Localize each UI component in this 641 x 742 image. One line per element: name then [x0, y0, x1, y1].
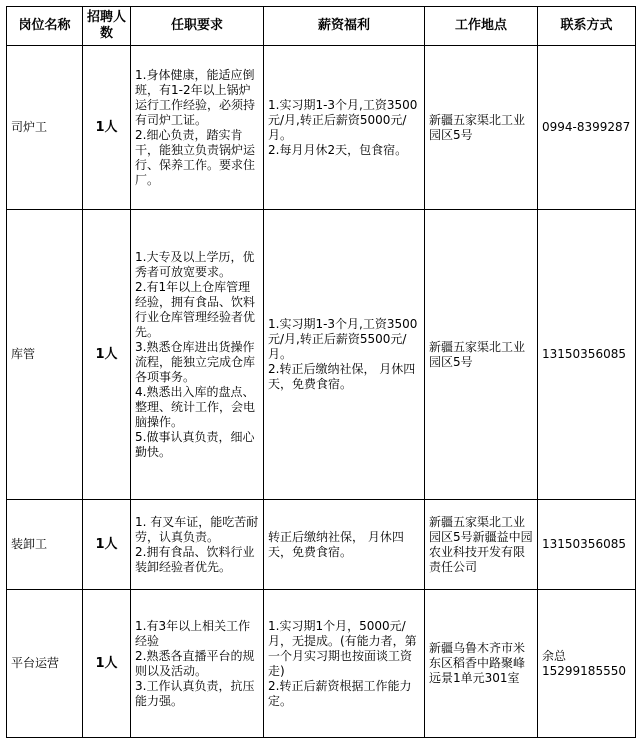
requirements-cell	[131, 590, 264, 738]
table-row	[7, 210, 636, 500]
requirement-line: 1. 有叉车证，能吃苦耐劳，认真负责。	[135, 514, 259, 544]
contact-cell: 13150356085	[538, 500, 636, 590]
header-post: 岗位名称	[7, 7, 83, 46]
location-cell: 新疆五家渠北工业园区5号新疆益中园农业科技开发有限责任公司	[425, 500, 538, 590]
header-contact: 联系方式	[538, 7, 636, 46]
requirement-line: 5.做事认真负责，细心勤快。	[135, 429, 255, 459]
table-row	[7, 590, 636, 738]
requirement-line: 1.有3年以上相关工作经验	[135, 618, 251, 648]
header-location: 工作地点	[425, 7, 538, 46]
post-cell: 司炉工	[7, 46, 83, 210]
salary-line: 2.每月月休2天，包食宿。	[268, 142, 408, 157]
salary-line: 2.转正后缴纳社保， 月休四天，免费食宿。	[268, 362, 416, 391]
salary-line: 1.实习期1-3个月,工资3500元/月,转正后薪资5000元/月。	[268, 97, 418, 142]
post-cell: 平台运营	[7, 590, 83, 738]
requirement-line: 2.细心负责，踏实肯干，能独立负责锅炉运行、保养工作。要求住厂。	[135, 127, 256, 187]
header-row	[7, 7, 636, 46]
requirement-line: 3.熟悉仓库进出货操作流程，能独立完成仓库各项事务。	[135, 339, 256, 384]
location-cell: 新疆乌鲁木齐市米东区稻香中路聚峰远景1单元301室	[425, 590, 538, 738]
table-body	[7, 46, 636, 738]
contact-cell: 13150356085	[538, 210, 636, 500]
table-row	[7, 46, 636, 210]
salary-cell	[264, 590, 425, 738]
requirement-line: 1.身体健康，能适应倒班，有1-2年以上锅炉运行工作经验，必须持有司炉工证。	[135, 67, 256, 127]
requirement-line: 2.熟悉各直播平台的规则以及活动。	[135, 648, 255, 678]
post-cell: 库管	[7, 210, 83, 500]
header-salary: 薪资福利	[264, 7, 425, 46]
salary-cell	[264, 500, 425, 590]
salary-line: 1.实习期1个月，5000元/月，无提成。(有能力者，第一个月实习期也按面谈工资走)	[268, 618, 417, 678]
requirement-line: 1.大专及以上学历，优秀者可放宽要求。	[135, 249, 255, 279]
requirement-line: 3.工作认真负责，抗压能力强。	[135, 678, 255, 708]
contact-cell: 0994-8399287	[538, 46, 636, 210]
header-count: 招聘人数	[83, 7, 131, 46]
salary-line: 2.转正后薪资根据工作能力定。	[268, 678, 412, 708]
count-cell: 1人	[83, 210, 131, 500]
salary-cell	[264, 210, 425, 500]
table-row	[7, 500, 636, 590]
salary-cell	[264, 46, 425, 210]
post-cell: 装卸工	[7, 500, 83, 590]
location-cell: 新疆五家渠北工业园区5号	[425, 46, 538, 210]
requirements-cell	[131, 210, 264, 500]
requirements-cell	[131, 46, 264, 210]
location-cell: 新疆五家渠北工业园区5号	[425, 210, 538, 500]
header-requirements: 任职要求	[131, 7, 264, 46]
recruitment-table	[6, 6, 636, 738]
requirement-line: 2.拥有食品、饮料行业装卸经验者优先。	[135, 544, 255, 574]
salary-line: 转正后缴纳社保， 月休四天，免费食宿。	[268, 529, 404, 559]
requirement-line: 4.熟悉出入库的盘点、整理、统计工作，会电脑操作。	[135, 384, 256, 429]
count-cell: 1人	[83, 590, 131, 738]
requirement-line: 2.有1年以上仓库管理经验，拥有食品、饮料行业仓库管理经验者优先。	[135, 279, 256, 339]
count-cell: 1人	[83, 46, 131, 210]
count-cell: 1人	[83, 500, 131, 590]
salary-line: 1.实习期1-3个月,工资3500元/月,转正后薪资5500元/月。	[268, 317, 418, 361]
contact-cell: 余总 15299185550	[538, 590, 636, 738]
requirements-cell	[131, 500, 264, 590]
